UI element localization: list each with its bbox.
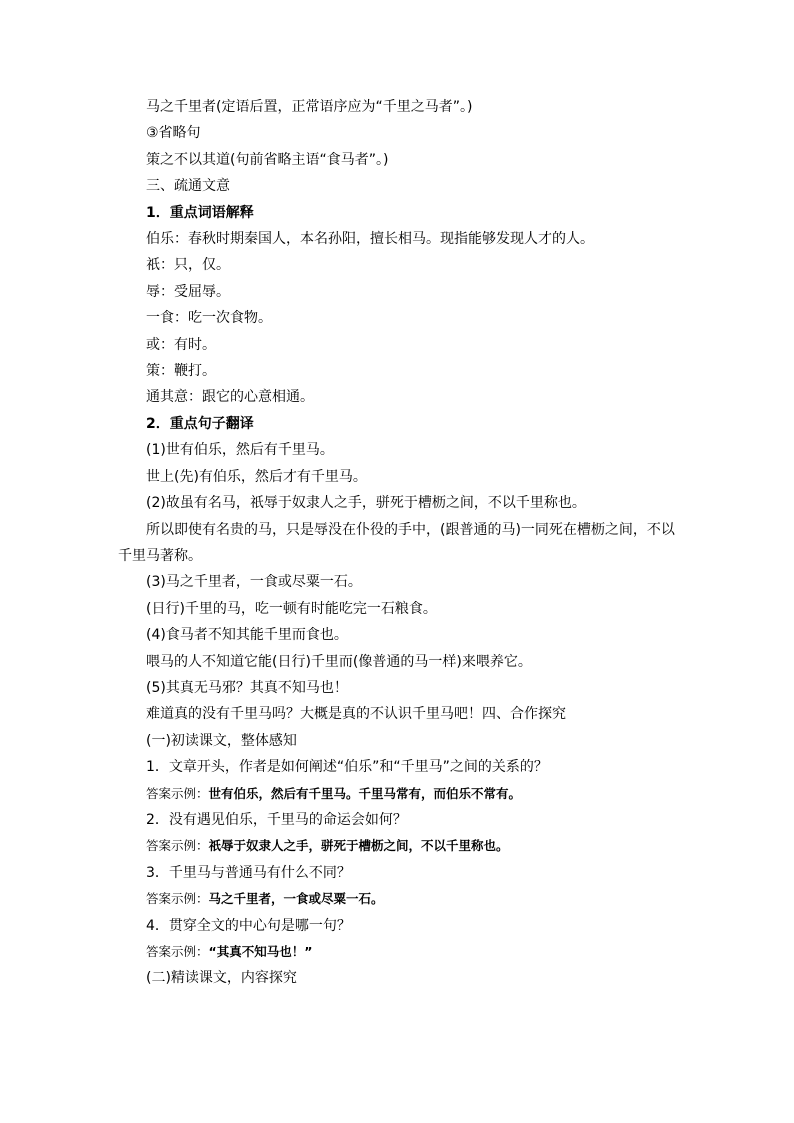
answer-line bbox=[118, 833, 678, 859]
answer-text: 世有伯乐，然后有千里马。千里马常有，而伯乐不常有。 bbox=[208, 785, 522, 801]
section-heading: 三、疏通文意 bbox=[146, 178, 230, 195]
document-body bbox=[118, 94, 678, 992]
answer-text: 马之千里者，一食或尽粟一石。 bbox=[208, 891, 384, 907]
answer-line bbox=[118, 886, 678, 912]
text-line: 难道真的没有千里马吗？大概是真的不认识千里马吧！四、合作探究 bbox=[146, 706, 566, 723]
text-line: ③省略句 bbox=[146, 125, 201, 142]
section-heading: (一)初读课文，整体感知 bbox=[146, 732, 297, 749]
text-line: (3)马之千里者，一食或尽粟一石。 bbox=[146, 574, 362, 591]
text-line: 辱：受屈辱。 bbox=[146, 283, 230, 300]
text-line: 马之千里者(定语后置，正常语序应为“千里之马者”。) bbox=[146, 99, 473, 115]
text-line: 世上(先)有伯乐，然后才有千里马。 bbox=[146, 468, 367, 485]
text-line: 策：鞭打。 bbox=[146, 363, 216, 380]
section-heading: (二)精读课文，内容探究 bbox=[146, 970, 297, 987]
text-line: 祇：只，仅。 bbox=[146, 257, 230, 274]
answer-line bbox=[118, 781, 678, 807]
question: 1．文章开头，作者是如何阐述“伯乐”和“千里马”之间的关系的？ bbox=[146, 759, 548, 776]
question: 3．千里马与普通马有什么不同？ bbox=[146, 864, 351, 881]
text-line: (5)其真无马邪？其真不知马也！ bbox=[146, 679, 348, 696]
subsection-heading: 1．重点词语解释 bbox=[146, 204, 254, 221]
text-line: (日行)千里的马，吃一顿有时能吃完一石粮食。 bbox=[146, 600, 437, 617]
text-line: 一食：吃一次食物。 bbox=[146, 310, 272, 327]
text-line: 或：有时。 bbox=[146, 336, 216, 353]
text-line: 伯乐：春秋时期秦国人，本名孙阳，擅长相马。现指能够发现人才的人。 bbox=[146, 231, 594, 248]
text-line: 喂马的人不知道它能(日行)千里而(像普通的马一样)来喂养它。 bbox=[146, 653, 532, 670]
subsection-heading: 2．重点句子翻译 bbox=[146, 415, 254, 432]
text-line: 通其意：跟它的心意相通。 bbox=[146, 389, 314, 406]
text-paragraph: 所以即使有名贵的马，只是辱没在仆役的手中，(跟普通的马)一同死在槽枥之间，不以千里马著称。 bbox=[118, 521, 675, 564]
answer-label: 答案示例： bbox=[146, 944, 209, 959]
answer-line bbox=[118, 939, 678, 965]
text-line: (4)食马者不知其能千里而食也。 bbox=[146, 627, 348, 644]
text-line: 策之不以其道(句前省略主语“食马者”。) bbox=[146, 151, 389, 168]
question: 2．没有遇见伯乐，千里马的命运会如何？ bbox=[146, 811, 407, 828]
text-line: (1)世有伯乐，然后有千里马。 bbox=[146, 442, 334, 459]
text-line: (2)故虽有名马，祇辱于奴隶人之手，骈死于槽枥之间，不以千里称也。 bbox=[146, 495, 586, 512]
answer-text: “其真不知马也！” bbox=[208, 944, 313, 959]
answer-label: 答案示例： bbox=[146, 785, 209, 801]
answer-label: 答案示例： bbox=[146, 838, 209, 854]
question: 4．贯穿全文的中心句是哪一句？ bbox=[146, 917, 351, 934]
answer-label: 答案示例： bbox=[146, 891, 209, 907]
answer-text: 祇辱于奴隶人之手，骈死于槽枥之间，不以千里称也。 bbox=[208, 838, 509, 854]
